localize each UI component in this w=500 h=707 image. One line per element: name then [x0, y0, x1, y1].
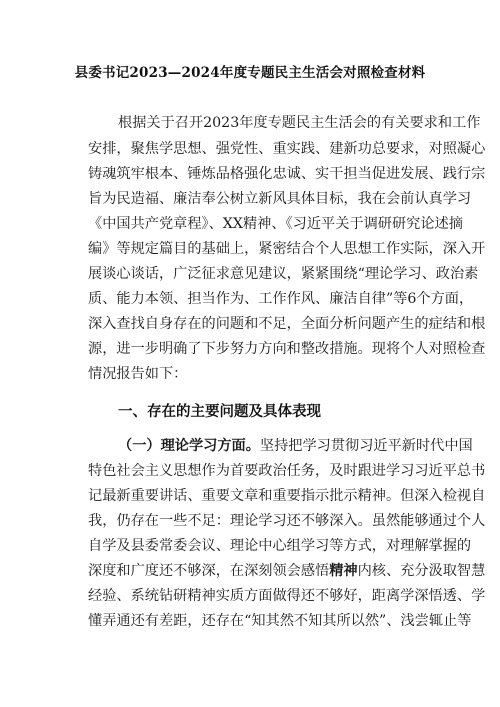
- document-title: 县委书记2023—2024年度专题民主生活会对照检查材料: [74, 65, 426, 81]
- subsection-first-line: [118, 436, 473, 456]
- intro-line: 质、能力本领、担当作为、工作作风、廉洁自律”等6个方面，: [88, 291, 474, 307]
- intro-line: 情况报告如下：: [88, 366, 188, 382]
- emphasized-word: 精神: [329, 563, 358, 579]
- body-line: 自学及县委常委会议、理论中心组学习等方式，对理解掌握的: [88, 538, 472, 554]
- section-heading: 一、存在的主要问题及具体表现: [118, 404, 321, 420]
- intro-line: 铸魂筑牢根本、锤炼品格强化忠诚、实干担当促进发展、践行宗: [88, 166, 486, 182]
- subsection-heading: （一）理论学习方面。: [118, 438, 260, 454]
- body-line: [88, 561, 485, 581]
- intro-line: 旨为民造福、廉洁奉公树立新风具体目标，我在会前认真学习: [88, 191, 472, 207]
- body-line: 懂弄通还有差距，还存在“知其然不知其所以然”、浅尝辄止等: [88, 613, 472, 629]
- intro-line: 深入查找自身存在的问题和不足，全面分析问题产生的症结和根: [88, 316, 486, 332]
- intro-line: 编》等规定篇目的基础上，紧密结合个人思想工作实际，深入开: [88, 241, 486, 257]
- intro-line: 源，进一步明确了下步努力方向和整改措施。现将个人对照检查: [88, 341, 486, 357]
- body-line: 经验、系统钻研精神实质方面做得还不够好，距离学深悟透、学: [88, 588, 486, 604]
- body-line-text: 内核、充分汲取智慧: [357, 563, 486, 579]
- intro-line: 《中国共产党章程》、XX精神、《习近平关于调研研究论述摘: [88, 216, 463, 232]
- body-line: 我，仍存在一些不足：理论学习还不够深入。虽然能够通过个人: [88, 513, 486, 529]
- body-line-text: 深度和广度还不够深，在深刻领会感悟: [88, 563, 330, 579]
- intro-line: 安排，聚焦学思想、强党性、重实践、建新功总要求，对照凝心: [88, 141, 486, 157]
- subsection-line-text: 坚持把学习贯彻习近平新时代中国: [259, 438, 473, 454]
- body-line: 特色社会主义思想作为首要政治任务，及时跟进学习习近平总书: [88, 463, 486, 479]
- body-line: 记最新重要讲话、重要文章和重要指示批示精神。但深入检视自: [88, 488, 486, 504]
- intro-line: 根据关于召开2023年度专题民主生活会的有关要求和工作: [118, 115, 481, 131]
- intro-line: 展谈心谈话，广泛征求意见建议，紧紧围绕“理论学习、政治素: [88, 266, 479, 282]
